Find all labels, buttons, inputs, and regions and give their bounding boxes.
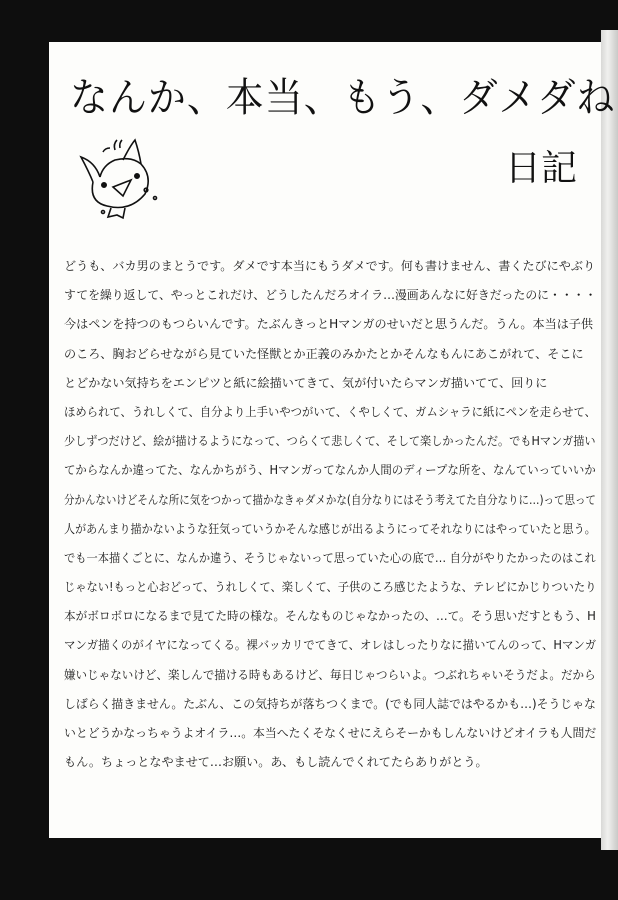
cat-mascot-icon bbox=[75, 132, 175, 222]
text-line: のころ、胸おどらせながら見ていた怪獣とか正義のみかたとかそんなもんにあこがれて、そこに bbox=[64, 346, 584, 361]
text-line: いとどうかなっちゃうよオイラ…。本当へたくそなくせにえらそーかもしんないけどオイラも人間だ bbox=[64, 726, 597, 740]
text-line: とどかない気持ちをエンピツと紙に絵描いてきて、気が付いたらマンガ描いてて、回りに bbox=[64, 375, 548, 390]
text-line: もん。ちょっとなやませて…お願い。あ、もし読んでくれてたらありがとう。 bbox=[64, 755, 488, 770]
text-line: じゃない!もっと心おどって、うれしくて、楽しくて、子供のころ感じたような、テレビにかじりついたり bbox=[64, 580, 597, 595]
text-line: どうも、バカ男のまとうです。ダメです本当にもうダメです。何も書けません、書くたびにやぶり bbox=[64, 259, 596, 273]
text-line: 人があんまり描かないような狂気っていうかそんな感じが出るようにってそれなりにはやっていたと思う。 bbox=[64, 521, 596, 536]
text-line: すてを繰り返して、やっとこれだけ、どうしたんだろオイラ…漫画あんなに好きだったのに・・・・ bbox=[64, 288, 597, 303]
text-line: でも一本描くごとに、なんか違う、そうじゃないって思っていた心の底で… 自分がやりたかったのはこれ bbox=[64, 550, 596, 565]
text-line: 今はペンを持つのもつらいんです。たぶんきっとHマンガのせいだと思うんだ。うん。本当は子供 bbox=[64, 317, 594, 332]
page-subtitle: 日記 bbox=[505, 148, 578, 189]
text-line: マンガ描くのがイヤになってくる。裸バッカリでてきて、オレはしったりなに描いてんのって、Hマンガ bbox=[64, 638, 597, 653]
text-line: 本がボロボロになるまで見てた時の様な。そんなものじゃなかったの、…て。そう思いだすともう、H bbox=[64, 609, 596, 624]
text-line: 嫌いじゃないけど、楽しんで描ける時もあるけど、毎日じゃつらいよ。つぶれちゃいそうだよ。だから bbox=[64, 667, 596, 682]
text-line: ほめられて、うれしくて、自分より上手いやつがいて、くやしくて、ガムシャラに紙にペンを走らせて、 bbox=[64, 404, 596, 419]
text-line: てからなんか違ってた、なんかちがう、Hマンガってなんか人間のディープな所を、なんていっていいか bbox=[64, 463, 596, 478]
diary-text bbox=[64, 252, 600, 777]
page-title: なんか、本当、もう、ダメダね bbox=[70, 75, 616, 121]
text-line: 少しずつだけど、絵が描けるようになって、つらくて悲しくて、そして楽しかったんだ。でもHマンガ描い bbox=[64, 434, 596, 449]
page-edge bbox=[601, 30, 618, 850]
text-line: 分かんないけどそんな所に気をつかって描かなきゃダメかな(自分なりにはそう考えてた自分なりに…)って思って bbox=[64, 492, 596, 507]
text-line: しばらく描きません。たぶん、この気持ちが落ちつくまで。(でも同人誌ではやるかも…)そうじゃな bbox=[64, 696, 596, 711]
